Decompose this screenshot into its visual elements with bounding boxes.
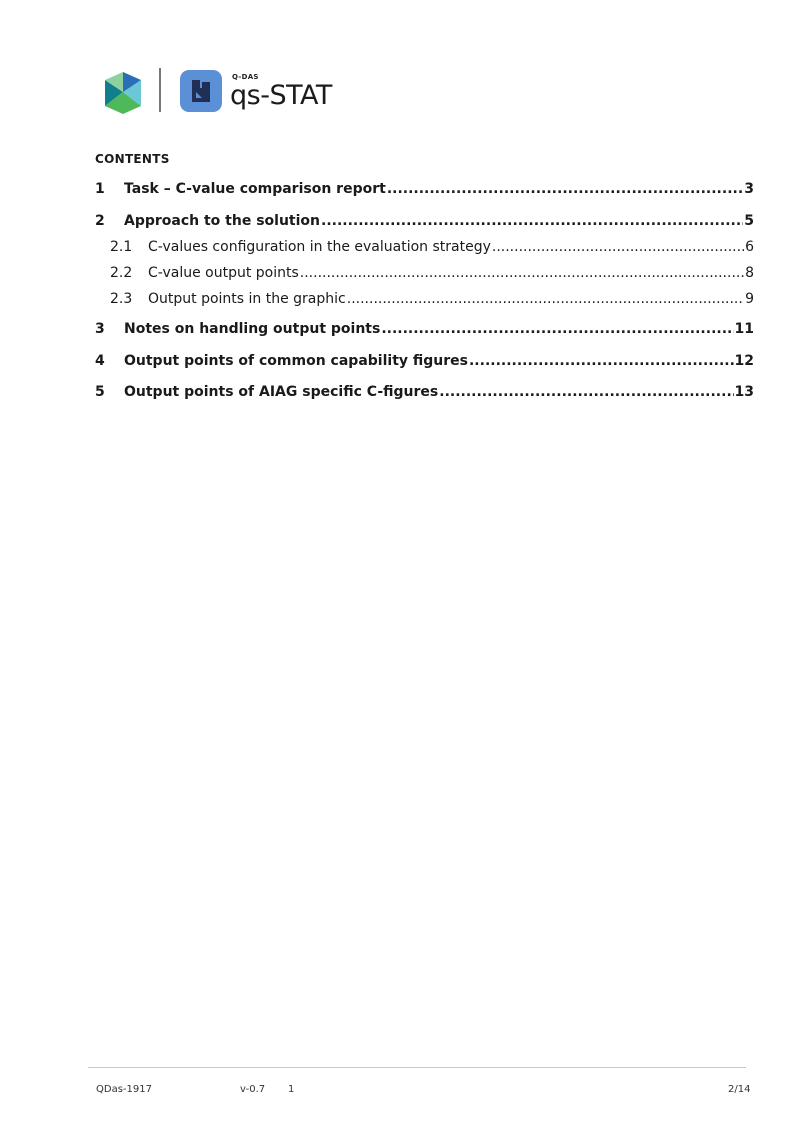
toc-entry-number: 4 <box>95 353 105 369</box>
toc-entry-title: Output points of common capability figures <box>124 353 468 369</box>
toc-entry-page: 12 <box>734 353 754 369</box>
toc-entry-number: 3 <box>95 321 105 337</box>
brand-name: qs-STAT <box>230 80 332 111</box>
toc-entry-title: C-values configuration in the evaluation strategy <box>148 239 491 255</box>
logo-divider <box>159 68 161 112</box>
toc-entry-number: 2.3 <box>110 291 133 307</box>
toc-entry-3[interactable] <box>95 321 754 341</box>
toc-leader-dots <box>492 239 744 255</box>
toc-entry-number: 2.2 <box>110 265 133 281</box>
toc-entry-title: Notes on handling output points <box>124 321 381 337</box>
toc-entry-title: Output points in the graphic <box>148 291 346 307</box>
footer-page-number: 2/14 <box>728 1084 751 1095</box>
toc-entry-title: Approach to the solution <box>124 213 320 229</box>
toc-entry-2[interactable] <box>95 213 754 233</box>
toc-leader-dots <box>300 265 744 281</box>
toc-entry-page: 13 <box>734 384 754 400</box>
toc-entry-title: Output points of AIAG specific C-figures <box>124 384 439 400</box>
toc-entry-1[interactable] <box>95 181 754 201</box>
toc-entry-2-3[interactable] <box>110 291 754 311</box>
qs-stat-app-icon <box>180 70 222 112</box>
dassault-systemes-logo-icon <box>103 70 143 114</box>
toc-leader-dots <box>439 384 733 400</box>
brand-small-label: Q-DAS <box>232 73 259 81</box>
toc-entry-page: 3 <box>744 181 754 197</box>
toc-entry-page: 5 <box>744 213 754 229</box>
toc-entry-4[interactable] <box>95 353 754 373</box>
toc-heading: CONTENTS <box>95 152 170 166</box>
toc-entry-5[interactable] <box>95 384 754 404</box>
toc-leader-dots <box>469 353 734 369</box>
footer-divider <box>88 1067 746 1068</box>
toc-leader-dots <box>347 291 744 307</box>
toc-entry-2-2[interactable] <box>110 265 754 285</box>
toc-entry-page: 8 <box>745 265 754 281</box>
toc-entry-page: 11 <box>734 321 754 337</box>
toc-leader-dots <box>321 213 743 229</box>
toc-entry-number: 2.1 <box>110 239 133 255</box>
toc-entry-title: C-value output points <box>148 265 299 281</box>
toc-entry-2-1[interactable] <box>110 239 754 259</box>
toc-entry-number: 1 <box>95 181 105 197</box>
footer-version: v-0.7 <box>240 1084 266 1095</box>
toc-entry-number: 5 <box>95 384 105 400</box>
toc-leader-dots <box>381 321 733 337</box>
footer-revision: 1 <box>288 1084 295 1095</box>
toc-entry-page: 6 <box>745 239 754 255</box>
header-logos <box>103 68 333 114</box>
toc-leader-dots <box>387 181 743 197</box>
footer-doc-id: QDas-1917 <box>96 1084 152 1095</box>
toc-entry-number: 2 <box>95 213 105 229</box>
toc-entry-title: Task – C-value comparison report <box>124 181 386 197</box>
toc-entry-page: 9 <box>745 291 754 307</box>
